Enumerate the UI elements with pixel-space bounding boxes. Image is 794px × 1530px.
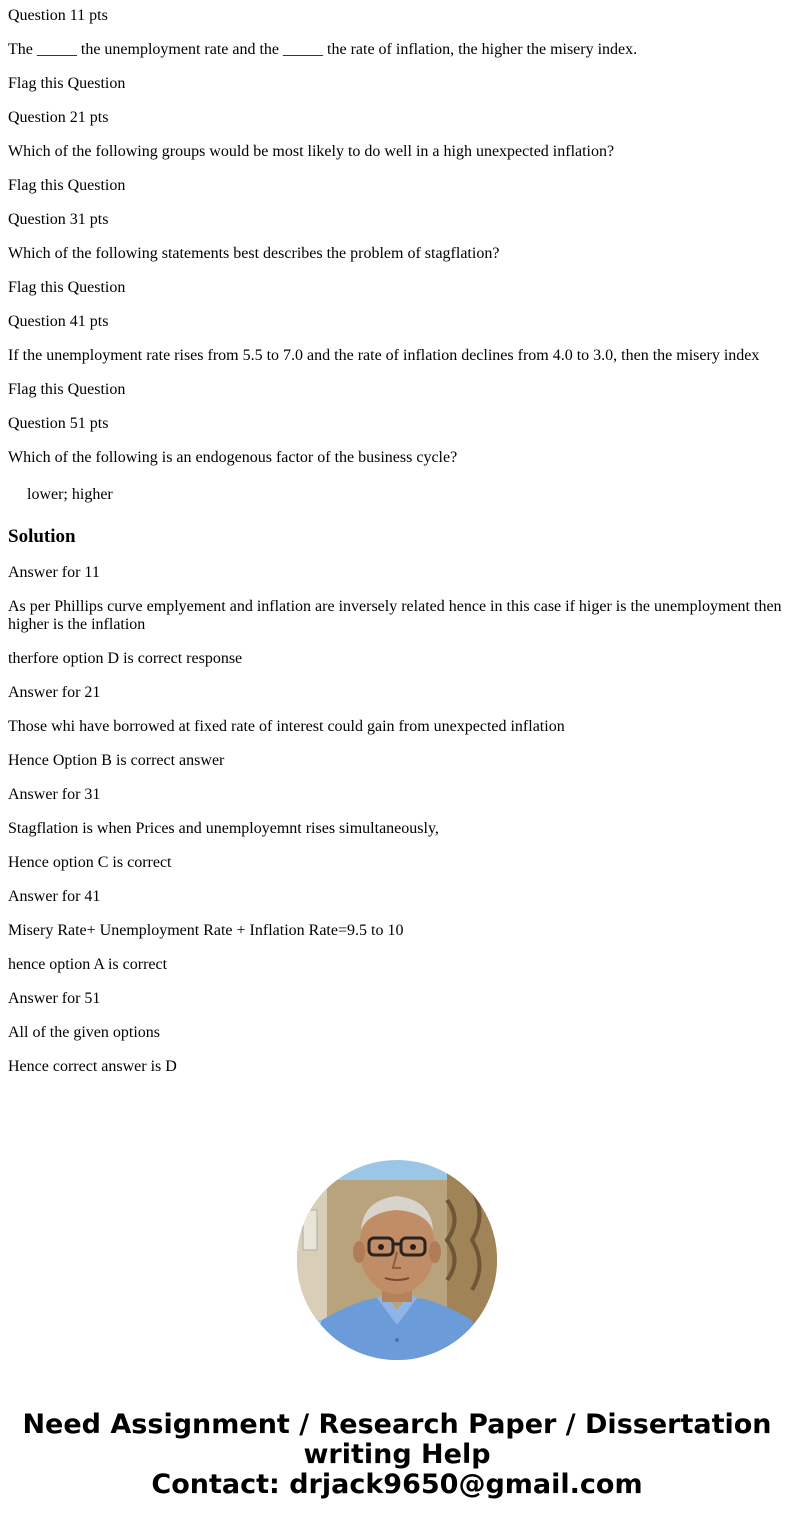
flag-question-link[interactable]: Flag this Question [8,279,126,296]
document-body [0,7,794,1076]
question-title: Question 31 pts [8,211,109,228]
answer-heading: Answer for 51 [8,990,101,1007]
question-title: Question 21 pts [8,109,109,126]
promo-line: writing Help [303,1439,491,1470]
flag-question-link[interactable]: Flag this Question [8,381,126,398]
question-title: Question 41 pts [8,313,109,330]
answer-line: Hence option C is correct [8,854,172,871]
answer-line: Misery Rate+ Unemployment Rate + Inflation Rate=9.5 to 10 [8,922,404,939]
question-title: Question 51 pts [8,415,109,432]
person-portrait-icon [297,1160,497,1360]
solution-heading: Solution [8,526,76,547]
answer-option: lower; higher [27,486,113,503]
question-text: Which of the following is an endogenous factor of the business cycle? [8,449,458,466]
answer-heading: Answer for 41 [8,888,101,905]
answer-heading: Answer for 11 [8,564,100,581]
question-text: Which of the following groups would be most likely to do well in a high unexpected inflation? [8,143,615,160]
answer-line: Hence correct answer is D [8,1058,177,1075]
author-avatar [297,1160,497,1360]
flag-question-link[interactable]: Flag this Question [8,75,126,92]
question-text: Which of the following statements best describes the problem of stagflation? [8,245,500,262]
flag-question-link[interactable]: Flag this Question [8,177,126,194]
answer-line: hence option A is correct [8,956,168,973]
answer-line: therfore option D is correct response [8,650,243,667]
promo-banner [0,1410,794,1500]
answer-line: As per Phillips curve emplyement and inflation are inversely related hence in this case if higer is the unemployment then higher is the inflation [8,598,782,633]
question-text: The _____ the unemployment rate and the _____ the rate of inflation, the higher the misery index. [8,41,638,58]
answer-heading: Answer for 21 [8,684,101,701]
answer-line: Hence Option B is correct answer [8,752,225,769]
question-text: If the unemployment rate rises from 5.5 to 7.0 and the rate of inflation declines from 4.0 to 3.0, then the misery index [8,347,760,364]
question-title: Question 11 pts [8,7,108,24]
answer-line: Those whi have borrowed at fixed rate of interest could gain from unexpected inflation [8,718,565,735]
contact-email: Contact: drjack9650@gmail.com [151,1469,643,1500]
answer-line: Stagflation is when Prices and unemployemnt rises simultaneously, [8,820,439,837]
promo-line: Need Assignment / Research Paper / Dissertation [22,1409,772,1440]
answer-line: All of the given options [8,1024,160,1041]
answer-heading: Answer for 31 [8,786,101,803]
